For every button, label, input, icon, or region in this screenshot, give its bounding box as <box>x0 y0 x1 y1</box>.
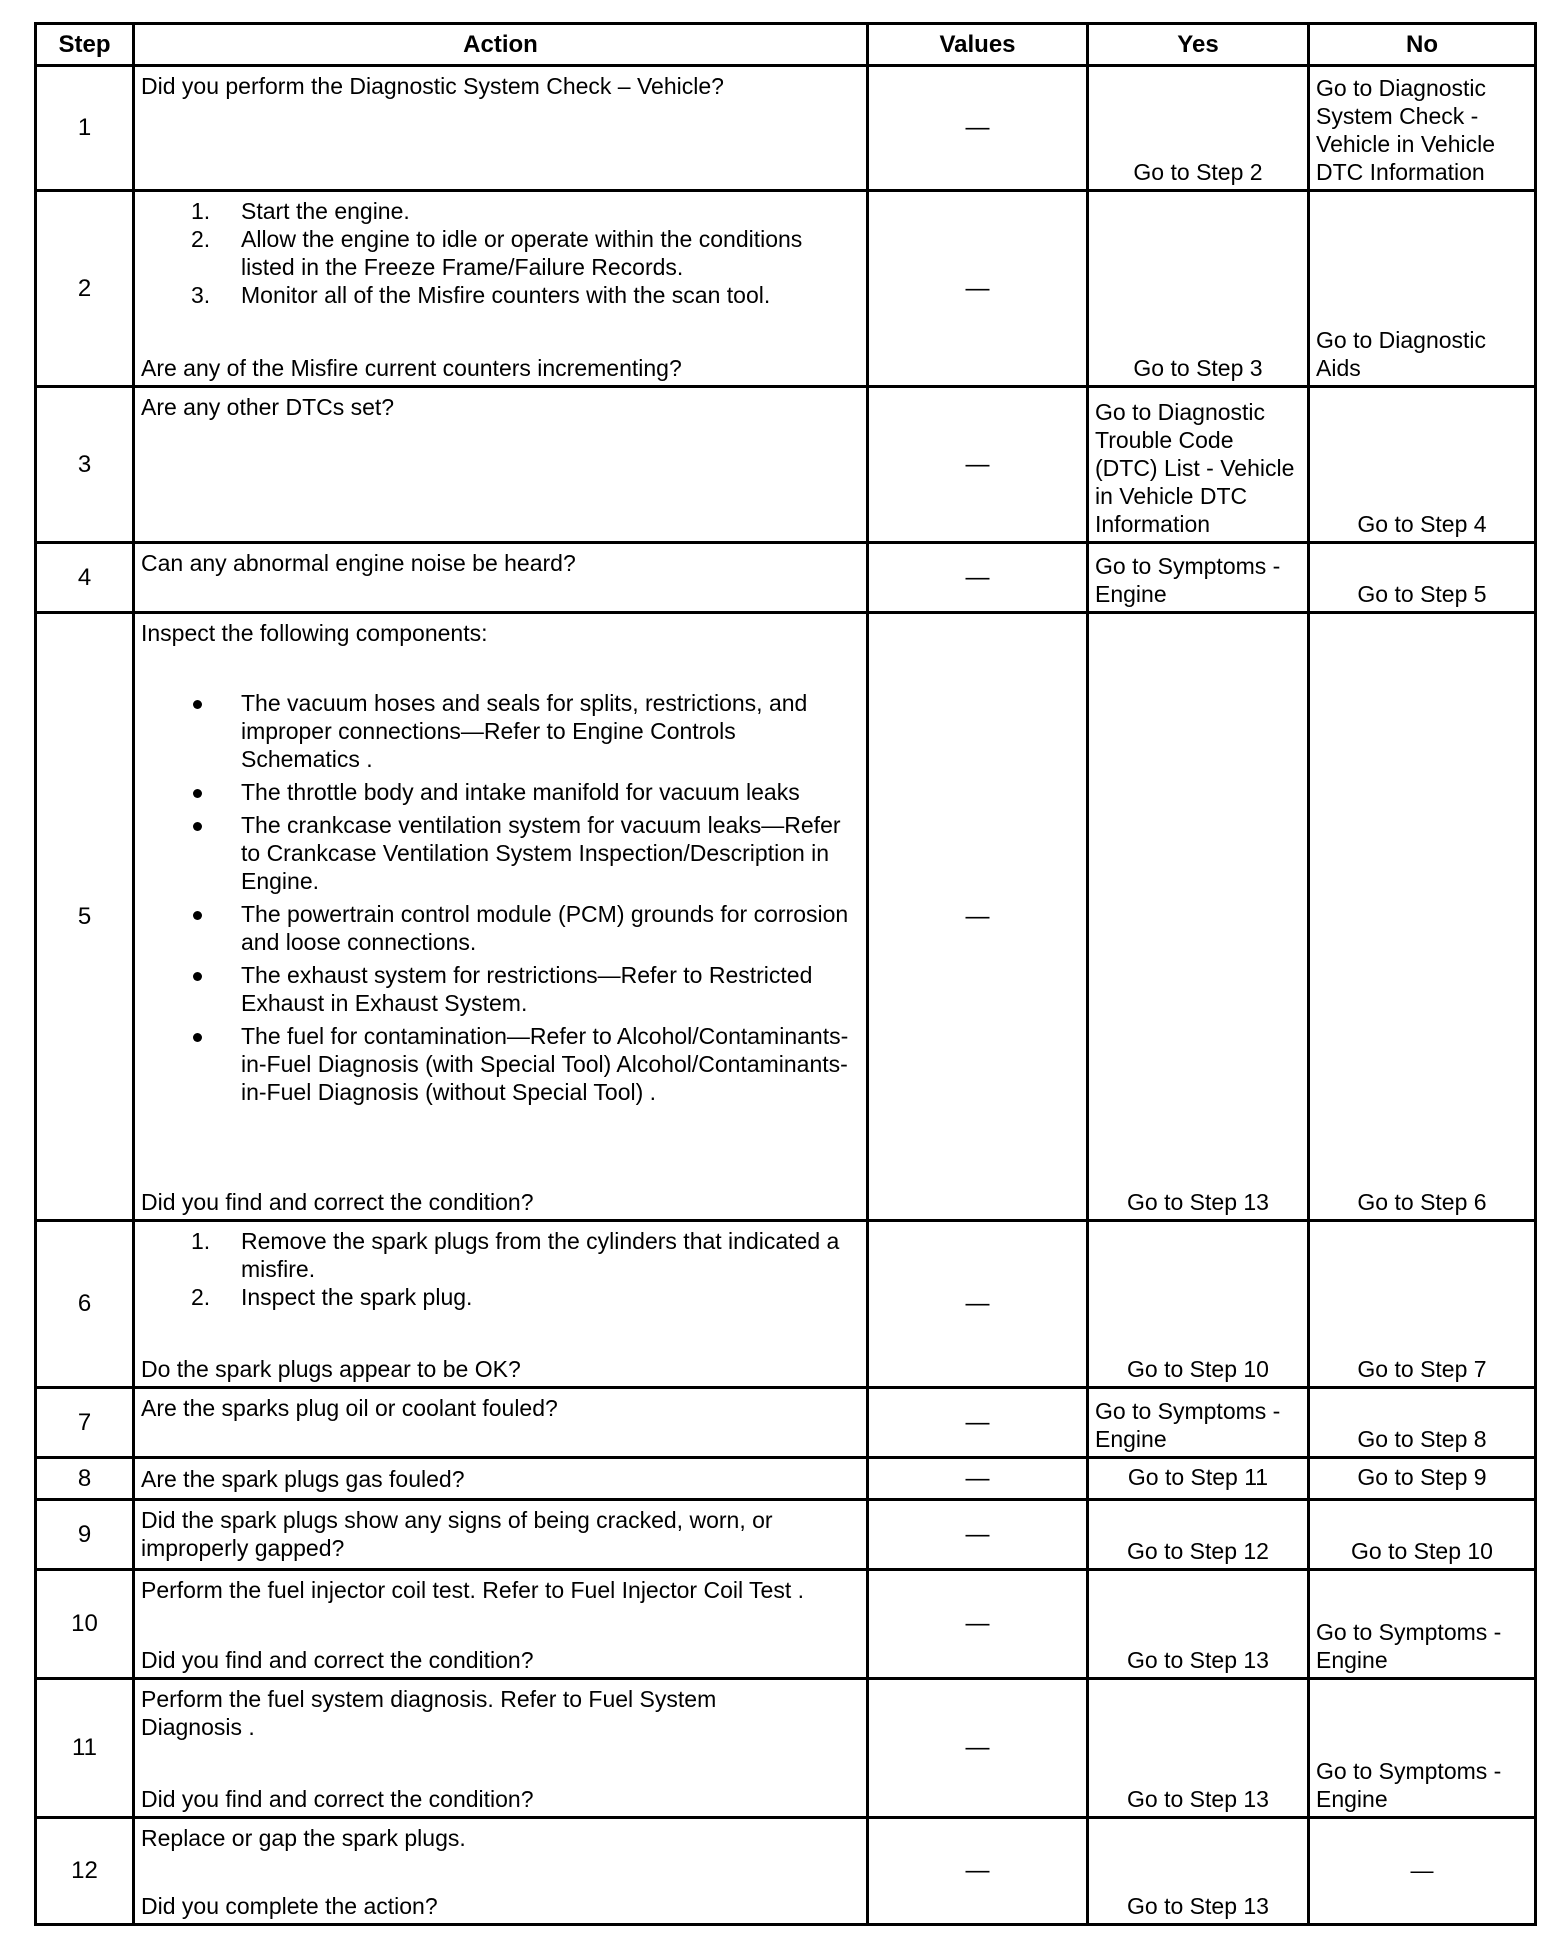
action-question: Did you find and correct the condition? <box>141 1647 534 1673</box>
action-text: Replace or gap the spark plugs. <box>141 1825 466 1851</box>
action-intro: Inspect the following components: <box>141 620 488 646</box>
no-action[interactable]: Go to Step 9 <box>1309 1458 1536 1500</box>
no-action[interactable]: — <box>1309 1818 1536 1925</box>
action-text: Are any other DTCs set? <box>141 394 395 420</box>
list-item: The exhaust system for restrictions—Refer to Restricted Exhaust in Exhaust System. <box>141 961 860 1017</box>
yes-action[interactable]: Go to Step 3 <box>1088 191 1309 387</box>
step-number: 6 <box>36 1221 134 1388</box>
list-item: 1. Remove the spark plugs from the cylinders that indicated a misfire. <box>191 1228 840 1282</box>
action-cell <box>134 387 868 543</box>
header-no: No <box>1309 24 1536 66</box>
values-cell: — <box>868 1458 1088 1500</box>
step-number: 10 <box>36 1570 134 1679</box>
step-number: 3 <box>36 387 134 543</box>
numbered-list <box>141 197 860 309</box>
list-item: The throttle body and intake manifold for vacuum leaks <box>141 778 860 806</box>
yes-action[interactable]: Go to Symptoms - Engine <box>1088 543 1309 613</box>
values-cell: — <box>868 1570 1088 1679</box>
table-row-step-8 <box>36 1458 1536 1500</box>
action-cell <box>134 191 868 387</box>
list-item: The fuel for contamination—Refer to Alcohol/Contaminants-in-Fuel Diagnosis (with Special Tool) Alcohol/Contaminants-in-Fuel Diagnosis (without Special Tool) . <box>141 1022 860 1106</box>
step-number: 5 <box>36 613 134 1221</box>
step-number: 7 <box>36 1388 134 1458</box>
action-text: Can any abnormal engine noise be heard? <box>141 550 576 576</box>
table-row-step-11 <box>36 1679 1536 1818</box>
action-text: Did you perform the Diagnostic System Check – Vehicle? <box>141 73 724 99</box>
action-text: Are the sparks plug oil or coolant fouled? <box>141 1395 558 1421</box>
list-item: 3. Monitor all of the Misfire counters with the scan tool. <box>191 282 771 308</box>
table-row-step-5 <box>36 613 1536 1221</box>
table-row-step-3 <box>36 387 1536 543</box>
diagnostic-table <box>34 22 1537 1926</box>
yes-action[interactable]: Go to Step 13 <box>1088 613 1309 1221</box>
action-question: Did you find and correct the condition? <box>141 1189 534 1215</box>
list-item: The powertrain control module (PCM) grounds for corrosion and loose connections. <box>141 900 860 956</box>
no-action[interactable]: Go to Symptoms - Engine <box>1309 1570 1536 1679</box>
values-cell: — <box>868 1221 1088 1388</box>
values-cell: — <box>868 1818 1088 1925</box>
step-number: 2 <box>36 191 134 387</box>
values-cell: — <box>868 543 1088 613</box>
values-cell: — <box>868 1500 1088 1570</box>
table-row-step-4 <box>36 543 1536 613</box>
step-number: 11 <box>36 1679 134 1818</box>
yes-action[interactable]: Go to Symptoms - Engine <box>1088 1388 1309 1458</box>
step-number: 12 <box>36 1818 134 1925</box>
step-number: 8 <box>36 1458 134 1500</box>
values-cell: — <box>868 1388 1088 1458</box>
values-cell: — <box>868 191 1088 387</box>
values-cell: — <box>868 613 1088 1221</box>
header-values: Values <box>868 24 1088 66</box>
yes-action[interactable]: Go to Diagnostic Trouble Code (DTC) List - Vehicle in Vehicle DTC Information <box>1088 387 1309 543</box>
table-row-step-1 <box>36 66 1536 191</box>
header-yes: Yes <box>1088 24 1309 66</box>
yes-action[interactable]: Go to Step 2 <box>1088 66 1309 191</box>
no-action[interactable]: Go to Step 7 <box>1309 1221 1536 1388</box>
values-cell: — <box>868 387 1088 543</box>
step-number: 9 <box>36 1500 134 1570</box>
list-item: 1. Start the engine. <box>191 198 410 224</box>
values-cell: — <box>868 66 1088 191</box>
step-number: 4 <box>36 543 134 613</box>
header-step: Step <box>36 24 134 66</box>
action-text: Are the spark plugs gas fouled? <box>141 1465 465 1492</box>
list-item: 2. Inspect the spark plug. <box>191 1284 473 1310</box>
action-cell <box>134 1458 868 1500</box>
no-action[interactable]: Go to Step 4 <box>1309 387 1536 543</box>
action-cell <box>134 1818 868 1925</box>
no-action[interactable]: Go to Diagnostic Aids <box>1309 191 1536 387</box>
numbered-list <box>141 1227 860 1311</box>
action-cell <box>134 1679 868 1818</box>
table-row-step-10 <box>36 1570 1536 1679</box>
yes-action[interactable]: Go to Step 11 <box>1088 1458 1309 1500</box>
yes-action[interactable]: Go to Step 13 <box>1088 1679 1309 1818</box>
action-question: Do the spark plugs appear to be OK? <box>141 1356 521 1382</box>
action-cell <box>134 543 868 613</box>
action-cell <box>134 1570 868 1679</box>
table-row-step-2 <box>36 191 1536 387</box>
action-question: Did you find and correct the condition? <box>141 1786 534 1812</box>
no-action[interactable]: Go to Step 5 <box>1309 543 1536 613</box>
action-text: Perform the fuel system diagnosis. Refer to Fuel System Diagnosis . <box>141 1686 717 1740</box>
table-row-step-7 <box>36 1388 1536 1458</box>
step-number: 1 <box>36 66 134 191</box>
list-item: 2. Allow the engine to idle or operate within the conditions listed in the Freeze Frame/Failure Records. <box>191 226 803 280</box>
no-action[interactable]: Go to Diagnostic System Check - Vehicle in Vehicle DTC Information <box>1309 66 1536 191</box>
no-action[interactable]: Go to Step 6 <box>1309 613 1536 1221</box>
no-action[interactable]: Go to Step 8 <box>1309 1388 1536 1458</box>
action-cell <box>134 1221 868 1388</box>
table-row-step-6 <box>36 1221 1536 1388</box>
table-row-step-9 <box>36 1500 1536 1570</box>
action-question: Did you complete the action? <box>141 1893 438 1919</box>
action-text: Did the spark plugs show any signs of being cracked, worn, or improperly gapped? <box>141 1507 773 1561</box>
action-cell <box>134 1388 868 1458</box>
action-cell <box>134 1500 868 1570</box>
table-row-step-12 <box>36 1818 1536 1925</box>
yes-action[interactable]: Go to Step 13 <box>1088 1818 1309 1925</box>
yes-action[interactable]: Go to Step 13 <box>1088 1570 1309 1679</box>
header-action: Action <box>134 24 868 66</box>
yes-action[interactable]: Go to Step 10 <box>1088 1221 1309 1388</box>
yes-action[interactable]: Go to Step 12 <box>1088 1500 1309 1570</box>
action-cell <box>134 613 868 1221</box>
values-cell: — <box>868 1679 1088 1818</box>
no-action[interactable]: Go to Symptoms - Engine <box>1309 1679 1536 1818</box>
list-item: The crankcase ventilation system for vacuum leaks—Refer to Crankcase Ventilation System Inspection/Description in Engine. <box>141 811 860 895</box>
action-text: Perform the fuel injector coil test. Refer to Fuel Injector Coil Test . <box>141 1577 805 1603</box>
header-row <box>36 24 1536 66</box>
no-action[interactable]: Go to Step 10 <box>1309 1500 1536 1570</box>
bullet-list <box>141 689 860 1106</box>
action-question: Are any of the Misfire current counters incrementing? <box>141 355 682 381</box>
action-cell <box>134 66 868 191</box>
list-item: The vacuum hoses and seals for splits, restrictions, and improper connections—Refer to Engine Controls Schematics . <box>141 689 860 773</box>
